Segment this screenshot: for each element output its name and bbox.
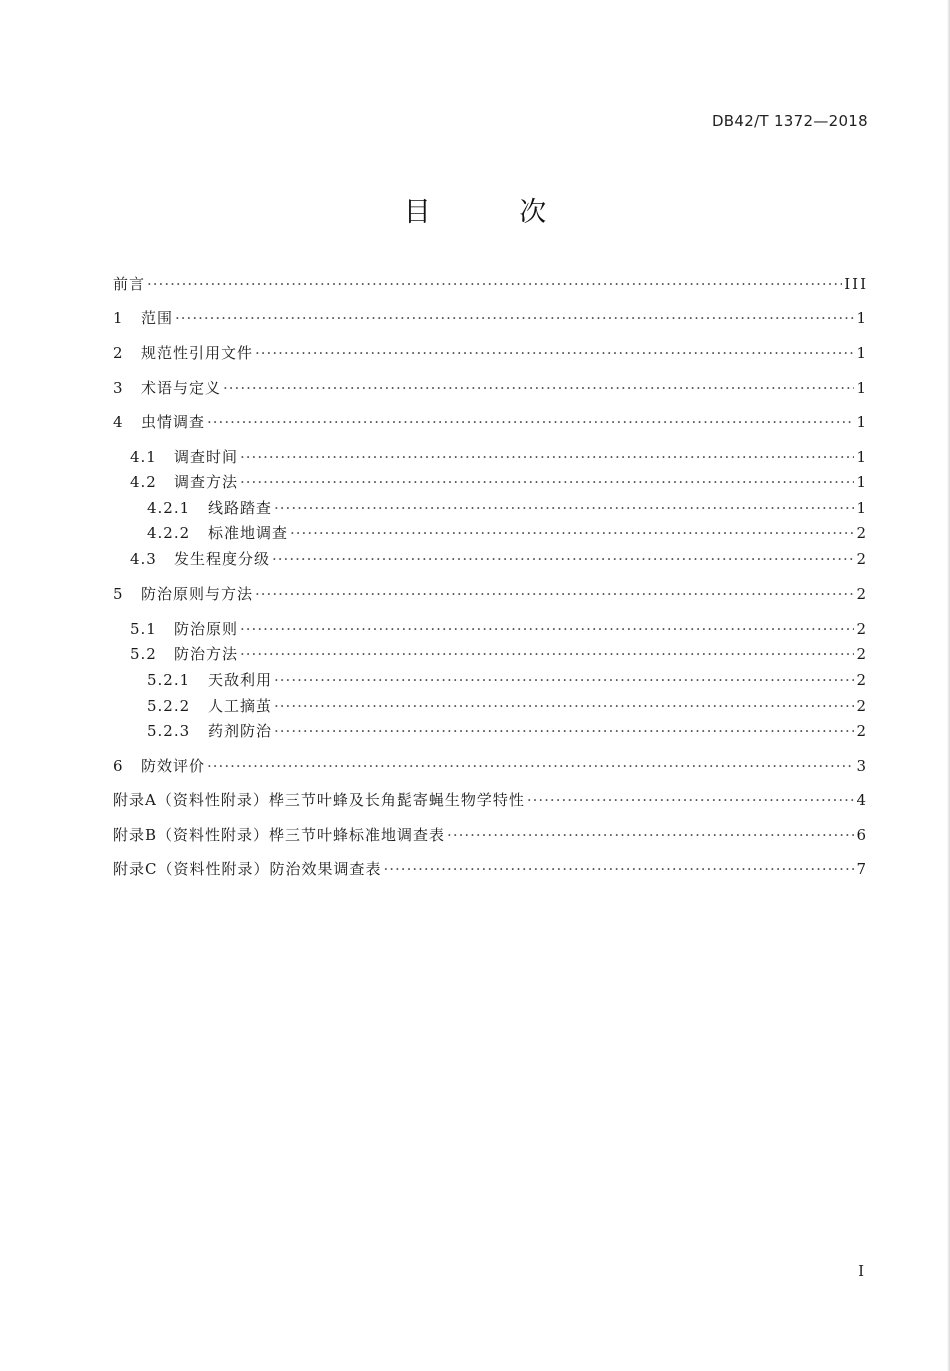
toc-entry[interactable] (0, 825, 868, 845)
toc-entry-page: 2 (856, 550, 868, 568)
toc-entry[interactable] (0, 670, 868, 690)
toc-entry-number: 4.2 (130, 473, 157, 491)
toc-entry-label: 天敌利用 (208, 671, 273, 689)
toc-entry[interactable] (0, 644, 868, 664)
toc-entry[interactable] (0, 412, 868, 432)
toc-entry-label: 防治效果调查表 (269, 860, 382, 878)
toc-entry-number: 5.2.3 (147, 722, 191, 740)
toc-dot-leader (147, 274, 842, 294)
toc-entry-page: 1 (856, 448, 868, 466)
toc-dot-leader (384, 859, 855, 879)
toc-entry-page: 4 (856, 791, 868, 809)
toc-entry-number: 5 (113, 585, 124, 603)
toc-entry[interactable] (0, 343, 868, 363)
toc-entry-page: 1 (856, 344, 868, 362)
toc-entry-page: 2 (856, 671, 868, 689)
toc-entry[interactable] (0, 721, 868, 741)
toc-entry-label: 桦三节叶蜂及长角髭寄蝇生物学特性 (268, 791, 525, 809)
toc-entry-label: 防治方法 (174, 645, 239, 663)
toc-entry[interactable] (0, 498, 868, 518)
toc-entry[interactable] (0, 619, 868, 639)
toc-entry-number: 4 (113, 413, 124, 431)
toc-entry-label: 调查时间 (174, 448, 239, 466)
toc-entry-label: 术语与定义 (141, 379, 222, 397)
toc-dot-leader (274, 498, 854, 518)
toc-entry-page: 6 (856, 826, 868, 844)
toc-entry-page: 1 (856, 499, 868, 517)
toc-entry[interactable] (0, 790, 868, 810)
toc-entry-label: 虫情调查 (141, 413, 206, 431)
toc-entry-page: 2 (856, 585, 868, 603)
toc-dot-leader (290, 523, 854, 543)
toc-dot-leader (240, 447, 854, 467)
toc-dot-leader (447, 825, 854, 845)
toc-entry-page: 2 (856, 620, 868, 638)
toc-title: 目 次 (403, 197, 587, 228)
toc-entry-label: 前言 (113, 275, 146, 293)
toc-entry-label: 调查方法 (174, 473, 239, 491)
toc-dot-leader (240, 619, 854, 639)
toc-entry[interactable] (0, 378, 868, 398)
toc-entry-page: 2 (856, 697, 868, 715)
toc-entry-page: 1 (856, 413, 868, 431)
toc-entry-page: III (844, 275, 868, 293)
toc-entry-number: 4.1 (130, 448, 157, 466)
toc-entry-label: 药剂防治 (208, 722, 273, 740)
toc-dot-leader (207, 412, 854, 432)
toc-dot-leader (223, 378, 854, 398)
toc-entry-label: 发生程度分级 (174, 550, 271, 568)
toc-entry[interactable] (0, 859, 868, 879)
toc-entry-label: 防效评价 (141, 757, 206, 775)
toc-entry-page: 2 (856, 524, 868, 542)
toc-entry-number: 4.3 (130, 550, 157, 568)
toc-entry-number: 附录A（资料性附录） (113, 791, 269, 809)
toc-entry-number: 附录B（资料性附录） (113, 826, 270, 844)
toc-entry-page: 2 (856, 645, 868, 663)
toc-entry-label: 标准地调查 (208, 524, 289, 542)
toc-entry-number: 3 (113, 379, 124, 397)
toc-entry-label: 桦三节叶蜂标准地调查表 (269, 826, 446, 844)
toc-entry-number: 6 (113, 757, 124, 775)
toc-dot-leader (255, 584, 854, 604)
toc-entry-number: 2 (113, 344, 124, 362)
toc-entry-number: 4.2.2 (147, 524, 191, 542)
toc-entry[interactable] (0, 756, 868, 776)
toc-entry-label: 人工摘茧 (208, 697, 273, 715)
toc-entry[interactable] (0, 308, 868, 328)
toc-dot-leader (207, 756, 854, 776)
toc-entry-number: 5.2.1 (147, 671, 191, 689)
toc-entry-label: 规范性引用文件 (141, 344, 254, 362)
toc-entry[interactable] (0, 274, 868, 294)
page-number: I (858, 1262, 864, 1280)
toc-entry[interactable] (0, 696, 868, 716)
toc-dot-leader (175, 308, 854, 328)
toc-entry[interactable] (0, 549, 868, 569)
toc-entry-page: 2 (856, 722, 868, 740)
toc-entry[interactable] (0, 472, 868, 492)
toc-entry-number: 4.2.1 (147, 499, 191, 517)
toc-entry[interactable] (0, 447, 868, 467)
toc-dot-leader (527, 790, 855, 810)
toc-dot-leader (255, 343, 854, 363)
toc-entry-label: 防治原则 (174, 620, 239, 638)
toc-dot-leader (274, 670, 854, 690)
toc-entry[interactable] (0, 584, 868, 604)
document-number: DB42/T 1372—2018 (711, 112, 868, 130)
toc-entry-number: 5.1 (130, 620, 157, 638)
toc-entry-number: 5.2 (130, 645, 157, 663)
toc-entry-number: 1 (113, 309, 124, 327)
toc-entry-label: 范围 (141, 309, 174, 327)
toc-entry-number: 附录C（资料性附录） (113, 860, 270, 878)
toc-entry-page: 1 (856, 473, 868, 491)
toc-entry-page: 3 (856, 757, 868, 775)
toc-entry-page: 1 (856, 379, 868, 397)
toc-entry-number: 5.2.2 (147, 697, 191, 715)
toc-entry-page: 1 (856, 309, 868, 327)
toc-dot-leader (240, 644, 854, 664)
toc-entry-label: 线路踏查 (208, 499, 273, 517)
toc-entry[interactable] (0, 523, 868, 543)
toc-dot-leader (272, 549, 854, 569)
toc-dot-leader (274, 696, 854, 716)
toc-dot-leader (240, 472, 854, 492)
toc-entry-label: 防治原则与方法 (141, 585, 254, 603)
toc-dot-leader (274, 721, 854, 741)
toc-entry-page: 7 (856, 860, 868, 878)
